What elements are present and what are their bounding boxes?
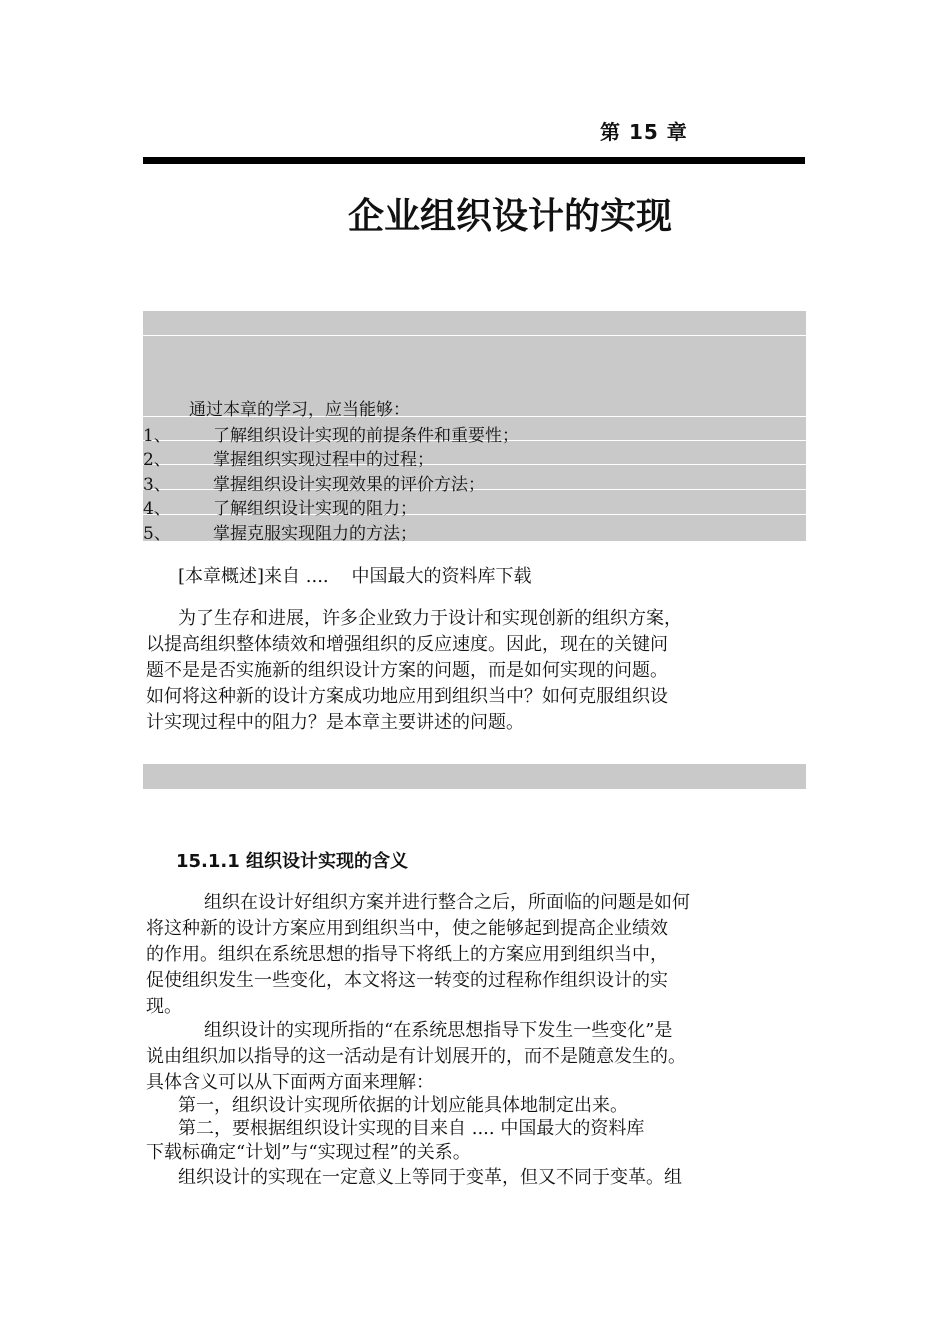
body-line: 现。	[146, 996, 182, 1017]
summary-heading: [本章概述]来自 .... 中国最大的资料库下载	[178, 566, 532, 587]
objective-number: 5、	[143, 524, 171, 544]
objective-item: 掌握克服实现阻力的方法；	[213, 524, 417, 544]
box-rule	[143, 335, 806, 336]
objective-number: 2、	[143, 450, 171, 470]
body-line: 第一，组织设计实现所依据的计划应能具体地制定出来。	[178, 1095, 628, 1116]
objective-item: 掌握组织设计实现效果的评价方法；	[213, 475, 485, 495]
chapter-label: 第 15 章	[600, 120, 688, 144]
section-heading: 15.1.1 组织设计实现的含义	[176, 851, 409, 872]
summary-line: 题不是是否实施新的组织设计方案的问题，而是如何实现的问题。	[146, 660, 668, 681]
body-line: 第二，要根据组织设计实现的目来自 .... 中国最大的资料库	[178, 1118, 645, 1139]
body-line: 促使组织发生一些变化，本文将这一转变的过程称作组织设计的实	[146, 970, 668, 991]
objective-item: 掌握组织实现过程中的过程；	[213, 450, 434, 470]
summary-line: 计实现过程中的阻力？是本章主要讲述的问题。	[146, 712, 524, 733]
objective-item: 了解组织设计实现的前提条件和重要性；	[213, 426, 519, 446]
objective-item: 了解组织设计实现的阻力；	[213, 499, 417, 519]
body-line: 组织设计的实现在一定意义上等同于变革，但又不同于变革。组	[178, 1167, 682, 1188]
gray-divider-band	[143, 764, 806, 789]
objective-number: 3、	[143, 475, 171, 495]
body-line: 组织在设计好组织方案并进行整合之后，所面临的问题是如何	[204, 892, 690, 913]
objectives-intro: 通过本章的学习，应当能够：	[189, 400, 410, 420]
objective-number: 1、	[143, 426, 171, 446]
objective-number: 4、	[143, 499, 171, 519]
summary-line: 如何将这种新的设计方案成功地应用到组织当中？如何克服组织设	[146, 686, 668, 707]
body-line: 组织设计的实现所指的“在系统思想指导下发生一些变化”是	[204, 1020, 673, 1041]
learning-objectives-box	[143, 311, 806, 544]
body-line: 将这种新的设计方案应用到组织当中，使之能够起到提高企业绩效	[146, 918, 668, 939]
body-line: 具体含义可以从下面两方面来理解：	[146, 1072, 434, 1093]
chapter-divider	[143, 157, 805, 164]
summary-line: 为了生存和进展，许多企业致力于设计和实现创新的组织方案，	[178, 608, 682, 629]
body-line: 说由组织加以指导的这一活动是有计划展开的，而不是随意发生的。	[146, 1046, 686, 1067]
body-line: 的作用。组织在系统思想的指导下将纸上的方案应用到组织当中，	[146, 944, 668, 965]
body-line: 下载标确定“计划”与“实现过程”的关系。	[146, 1142, 471, 1163]
chapter-title: 企业组织设计的实现	[347, 196, 672, 237]
summary-line: 以提高组织整体绩效和增强组织的反应速度。因此，现在的关键问	[146, 634, 668, 655]
